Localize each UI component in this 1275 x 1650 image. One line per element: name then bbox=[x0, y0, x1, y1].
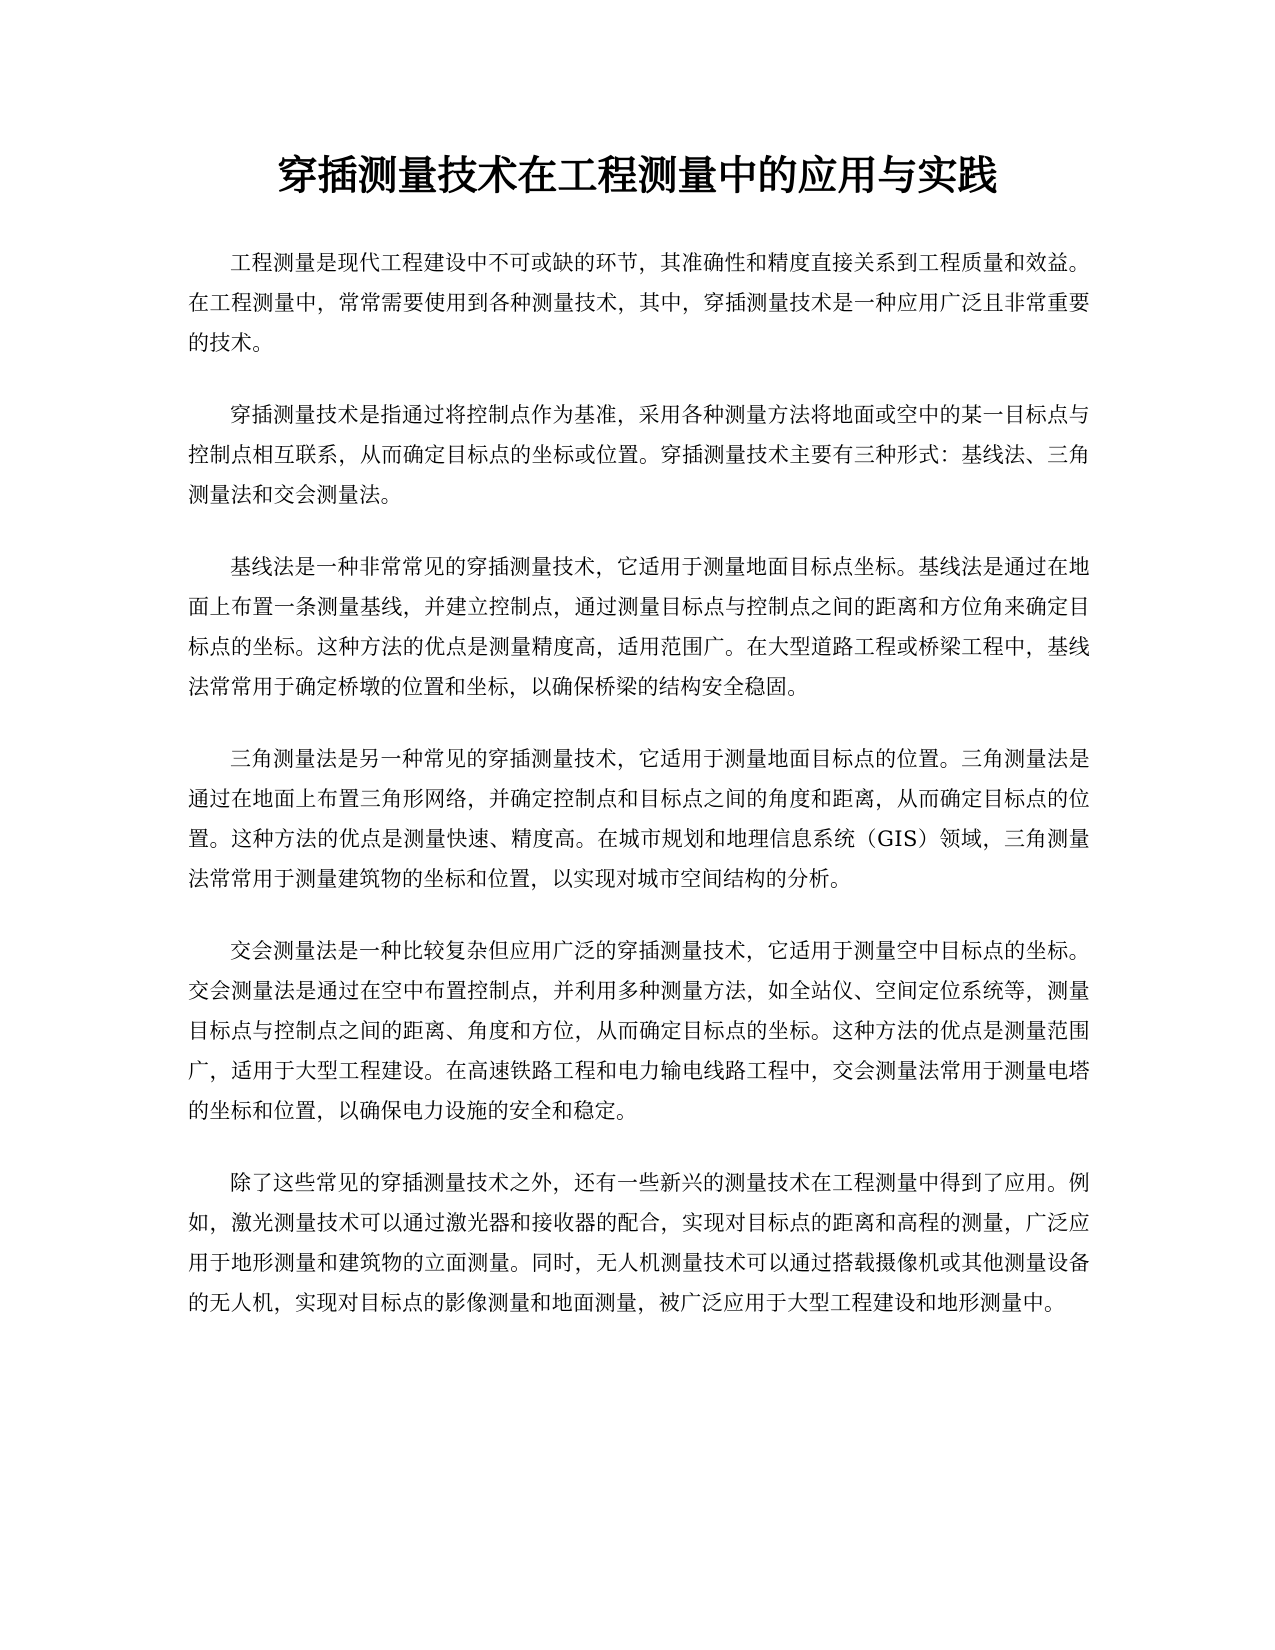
paragraph-baseline-method: 基线法是一种非常常见的穿插测量技术，它适用于测量地面目标点坐标。基线法是通过在地面上布置一条测量基线，并建立控制点，通过测量目标点与控制点之间的距离和方位角来确定目标点的坐标。这种方法的优点是测量精度高，适用范围广。在大型道路工程或桥梁工程中，基线法常常用于确定桥墩的位置和坐标，以确保桥梁的结构安全稳固。 bbox=[188, 555, 1090, 699]
paragraph-definition: 穿插测量技术是指通过将控制点作为基准，采用各种测量方法将地面或空中的某一目标点与控制点相互联系，从而确定目标点的坐标或位置。穿插测量技术主要有三种形式：基线法、三角测量法和交会测量法。 bbox=[188, 403, 1090, 507]
document-body bbox=[188, 243, 1090, 1355]
paragraph-triangulation: 三角测量法是另一种常见的穿插测量技术，它适用于测量地面目标点的位置。三角测量法是通过在地面上布置三角形网络，并确定控制点和目标点之间的角度和距离，从而确定目标点的位置。这种方法的优点是测量快速、精度高。在城市规划和地理信息系统（GIS）领域，三角测量法常常用于测量建筑物的坐标和位置，以实现对城市空间结构的分析。 bbox=[188, 747, 1090, 891]
document-title: 穿插测量技术在工程测量中的应用与实践 bbox=[277, 153, 998, 199]
paragraph-intersection: 交会测量法是一种比较复杂但应用广泛的穿插测量技术，它适用于测量空中目标点的坐标。交会测量法是通过在空中布置控制点，并利用多种测量方法，如全站仪、空间定位系统等，测量目标点与控制点之间的距离、角度和方位，从而确定目标点的坐标。这种方法的优点是测量范围广，适用于大型工程建设。在高速铁路工程和电力输电线路工程中，交会测量法常用于测量电塔的坐标和位置，以确保电力设施的安全和稳定。 bbox=[188, 939, 1090, 1123]
paragraph-intro: 工程测量是现代工程建设中不可或缺的环节，其准确性和精度直接关系到工程质量和效益。在工程测量中，常常需要使用到各种测量技术，其中，穿插测量技术是一种应用广泛且非常重要的技术。 bbox=[188, 251, 1090, 355]
paragraph-emerging-tech: 除了这些常见的穿插测量技术之外，还有一些新兴的测量技术在工程测量中得到了应用。例如，激光测量技术可以通过激光器和接收器的配合，实现对目标点的距离和高程的测量，广泛应用于地形测量和建筑物的立面测量。同时，无人机测量技术可以通过搭载摄像机或其他测量设备的无人机，实现对目标点的影像测量和地面测量，被广泛应用于大型工程建设和地形测量中。 bbox=[188, 1171, 1090, 1315]
